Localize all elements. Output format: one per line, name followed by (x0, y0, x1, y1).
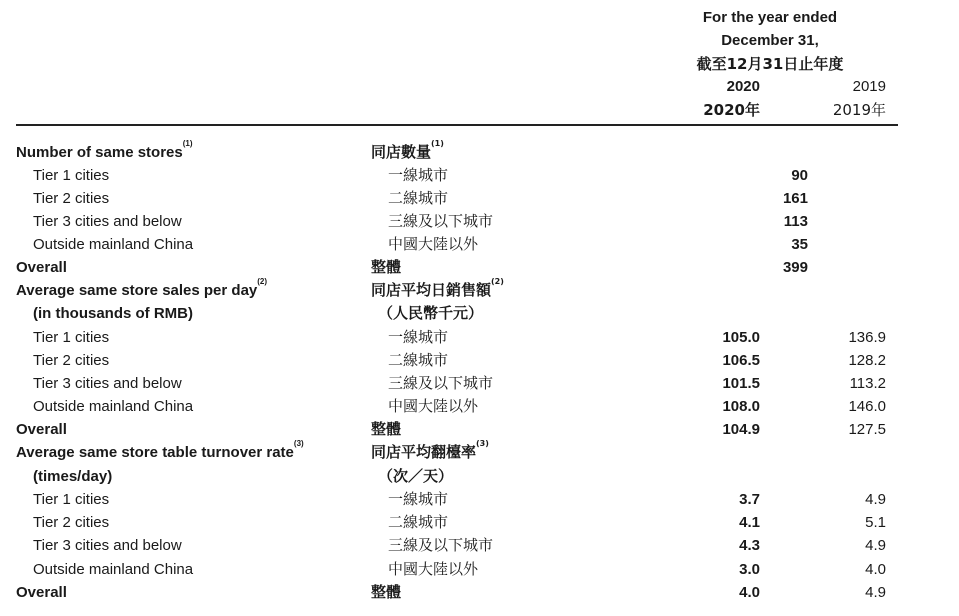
table-row: Tier 2 cities 二線城市 106.5 128.2 (33, 351, 886, 369)
overall-row: Overall 整體 399 (16, 258, 808, 276)
section-title-turnover (0, 441, 959, 464)
section-title-sales (0, 279, 959, 302)
table-row: Outside mainland China 中國大陸以外 35 (33, 235, 808, 253)
table-row: Tier 1 cities 一線城市 105.0 136.9 (33, 328, 886, 346)
section-title-zh: 同店平均日銷售額$^{(2)}$ (371, 277, 504, 299)
table-row: Tier 2 cities 二線城市 161 (33, 189, 808, 207)
table-row: Tier 1 cities 一線城市 3.7 4.9 (33, 490, 886, 508)
header-line-3-zh: 截至12月31日止年度 (696, 55, 844, 73)
table-row: Tier 3 cities and below 三線及以下城市 113 (33, 212, 808, 230)
header-year-2020-zh: 2020年 (703, 101, 760, 119)
table-row: Outside mainland China 中國大陸以外 3.0 4.0 (33, 560, 886, 578)
section-unit-sales: (in thousands of RMB) （人民幣千元） (33, 304, 484, 322)
section-title-en: Average same store sales per day$^{(2)}$ (16, 277, 268, 299)
section-title-en: Average same store table turnover rate$^{(3)}$ (16, 439, 304, 461)
section-unit-turnover: (times/day) （次／天） (33, 467, 454, 485)
table-row: Tier 3 cities and below 三線及以下城市 4.3 4.9 (33, 536, 886, 554)
table-row: Tier 1 cities 一線城市 90 (33, 166, 808, 184)
section-title-stores (0, 141, 959, 164)
header-year-2019: 2019 (852, 78, 886, 95)
header-year-2019-zh: 2019年 (832, 101, 886, 119)
table-row: Outside mainland China 中國大陸以外 108.0 146.0 (33, 397, 886, 415)
overall-row: Overall 整體 4.0 4.9 (16, 583, 886, 601)
section-title-zh: 同店平均翻檯率$^{(3)}$ (371, 439, 489, 461)
table-row: Tier 2 cities 二線城市 4.1 5.1 (33, 513, 886, 531)
overall-row: Overall 整體 104.9 127.5 (16, 420, 886, 438)
table-row: Tier 3 cities and below 三線及以下城市 101.5 113.2 (33, 374, 886, 392)
section-title-en: Number of same stores$^{(1)}$ (16, 139, 193, 161)
header-year-2020: 2020 (726, 78, 760, 95)
header-line-1: For the year ended (702, 9, 838, 26)
header-line-2: December 31, (721, 32, 819, 49)
header-divider (16, 124, 898, 126)
section-title-zh: 同店數量$^{(1)}$ (371, 139, 444, 161)
